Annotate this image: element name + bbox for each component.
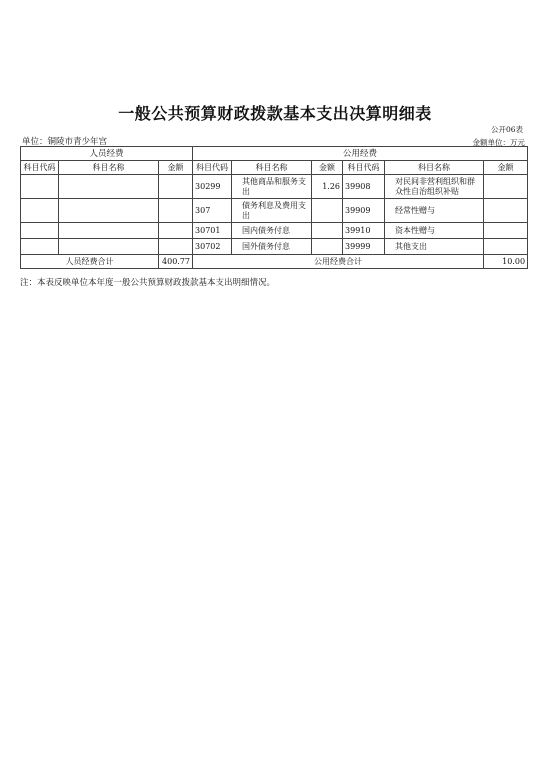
public-amount-cell: [312, 199, 343, 223]
col-header-code: 科目代码: [343, 161, 385, 175]
public-name-cell: 债务利息及费用支出: [232, 199, 312, 223]
table-row: [21, 239, 528, 255]
public-name-cell: 对民间非营利组织和群众性自治组织补贴: [385, 175, 484, 199]
public-code-cell: 30701: [193, 223, 232, 239]
table-row: [21, 223, 528, 239]
public-name-cell: 其他支出: [385, 239, 484, 255]
personnel-amount-cell: [159, 239, 193, 255]
personnel-name-cell: [59, 175, 159, 199]
table-row: [21, 199, 528, 223]
public-amount-cell: 1.26: [312, 175, 343, 199]
unit-label: 单位：铜陵市青少年宫: [22, 137, 108, 147]
public-code-cell: 307: [193, 199, 232, 223]
totals-row: [21, 255, 528, 269]
table-row: [21, 175, 528, 199]
personnel-code-cell: [21, 175, 59, 199]
personnel-amount-cell: [159, 199, 193, 223]
expenditure-table: [20, 146, 528, 269]
public-amount-cell: [312, 239, 343, 255]
public-code-cell: 39999: [343, 239, 385, 255]
header-row-columns: [21, 161, 528, 175]
col-header-name: 科目名称: [385, 161, 484, 175]
public-amount-cell: [312, 223, 343, 239]
personnel-code-cell: [21, 223, 59, 239]
public-name-cell: 国外债务付息: [232, 239, 312, 255]
public-name-cell: 其他商品和服务支出: [232, 175, 312, 199]
col-header-name: 科目名称: [59, 161, 159, 175]
public-amount-cell: [484, 199, 528, 223]
personnel-name-cell: [59, 223, 159, 239]
personnel-total-label: 人员经费合计: [21, 255, 159, 269]
footnote: 注：本表反映单位本年度一般公共预算财政拨款基本支出明细情况。: [20, 278, 276, 288]
personnel-amount-cell: [159, 223, 193, 239]
public-code-cell: 39910: [343, 223, 385, 239]
public-code-cell: 39909: [343, 199, 385, 223]
form-number: 公开06表: [490, 125, 523, 134]
public-total-value: 10.00: [484, 255, 528, 269]
header-row-group: [21, 147, 528, 161]
public-code-cell: 30702: [193, 239, 232, 255]
personnel-header: 人员经费: [21, 147, 193, 161]
personnel-code-cell: [21, 239, 59, 255]
personnel-amount-cell: [159, 175, 193, 199]
personnel-total-value: 400.77: [159, 255, 193, 269]
col-header-amount: 金额: [484, 161, 528, 175]
public-name-cell: 资本性赠与: [385, 223, 484, 239]
col-header-amount: 金额: [312, 161, 343, 175]
personnel-code-cell: [21, 199, 59, 223]
public-header: 公用经费: [193, 147, 528, 161]
public-total-label: 公用经费合计: [193, 255, 484, 269]
public-amount-cell: [484, 223, 528, 239]
public-name-cell: 国内债务付息: [232, 223, 312, 239]
public-code-cell: 39908: [343, 175, 385, 199]
page-title: 一般公共预算财政拨款基本支出决算明细表: [118, 104, 432, 123]
col-header-amount: 金额: [159, 161, 193, 175]
personnel-name-cell: [59, 239, 159, 255]
public-amount-cell: [484, 239, 528, 255]
col-header-code: 科目代码: [193, 161, 232, 175]
amount-unit-label: 金额单位：万元: [472, 138, 525, 147]
col-header-name: 科目名称: [232, 161, 312, 175]
col-header-code: 科目代码: [21, 161, 59, 175]
public-name-cell: 经常性赠与: [385, 199, 484, 223]
public-amount-cell: [484, 175, 528, 199]
public-code-cell: 30299: [193, 175, 232, 199]
personnel-name-cell: [59, 199, 159, 223]
